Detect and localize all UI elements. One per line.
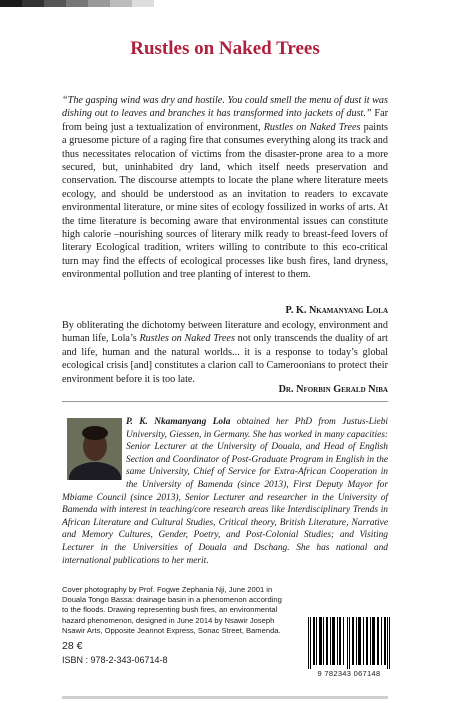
- book-title: Rustles on Naked Trees: [130, 38, 320, 59]
- blurb-text-b: paints a gruesome picture of a raging fire that consumes everything along its track and thus necessitates relocation of victims from the disaster-prone area to a more secured, but, uninhabited dry land, which itself needs preservation and conservation. The discourse attempts to locate the plane where literature meets ecology, and should be understood as an invitation to readers to excavate environmental literature, or mine sites of ecology fossilized in works of arts. At the time literature is becoming aware that environmental issues can constitute high calorie –nourishing sources of literary milk ready to breast-feed lovers of literary Ecological tradition, writers willing to contribute to this eco-critical turn may find the effects of ecological processes like bush fires, land dryness, environmental pollution and tree planting of interest to them.: [62, 121, 388, 281]
- blurb-signature: P. K. Nkamanyang Lola: [285, 305, 388, 316]
- barcode: [306, 617, 392, 669]
- footer-strip: [62, 696, 388, 699]
- color-calibration-strip: [0, 0, 450, 7]
- divider: [62, 401, 388, 402]
- review-text-a: By obliterating the dichotomy between literature and ecology, environment and human life, Lola’s: [62, 320, 388, 345]
- blurb-title-ref: Rustles on Naked Trees: [263, 121, 361, 133]
- barcode-number: 9 782343 067148: [317, 669, 381, 678]
- author-bio-text: obtained her PhD from Justus-Liebi University, Giessen, in Germany. She has worked in many capacities: Senior Lecturer at the University of Douala, and Head of English Section and Coordinator of Post-Graduate Program in English in the same University, Chief of Service for Extra-African Cooperation in the University of Bamenda (since 2013), First Deputy Mayor for Mbiame Council (since 2013), Senior Lecturer and researcher in the University of Bamenda with interest in teaching/core research areas like Interdisciplinary Trends in African Literature and Cultural Studies, Critical theory, British Literature, Narrative and Memory Cultures, Gender, Poetry, and Post-Colonial Studies; and Visiting Lecturer in the Universities of Douala and Dschang. She has national and international publications to her merit.: [62, 417, 388, 566]
- price: 28 €: [62, 640, 83, 652]
- blurb-paragraph: [62, 94, 388, 282]
- isbn: ISBN : 978-2-343-06714-8: [62, 655, 168, 665]
- cover-credit: Cover photography by Prof. Fogwe Zephania Nji, June 2001 in Douala Tongo Bassa: drainage basin in a phenomenon according to the floods. Drawing representing bush fires, an environmental hazard phenomenon, designed in June 2014 by Nsawir Joseph Nsawir Arts, Opposite Jeannot Express, Sonac Street, Bamenda.: [62, 585, 282, 635]
- review-signature: Dr. Nforbin Gerald Niba: [278, 384, 388, 395]
- blurb-text-a: Far from being just a textualization of environment,: [62, 108, 388, 133]
- author-bio: [62, 416, 388, 567]
- review-title-ref: Rustles on Naked Trees: [139, 333, 235, 345]
- blurb-quote: “The gasping wind was dry and hostile. You could smell the menu of dust it was dishing out to leaves and branches it has transformed into jackets of dust.”: [62, 95, 388, 120]
- review-paragraph: [62, 319, 388, 386]
- review-text-b: not only transcends the duality of art and life, human and the natural worlds... it is a response to today’s global ecological crisis [and] constitutes a clarion call to Cameroonians to protect their environment before it is too late.: [62, 333, 389, 385]
- author-name: P. K. Nkamanyang Lola: [126, 417, 231, 427]
